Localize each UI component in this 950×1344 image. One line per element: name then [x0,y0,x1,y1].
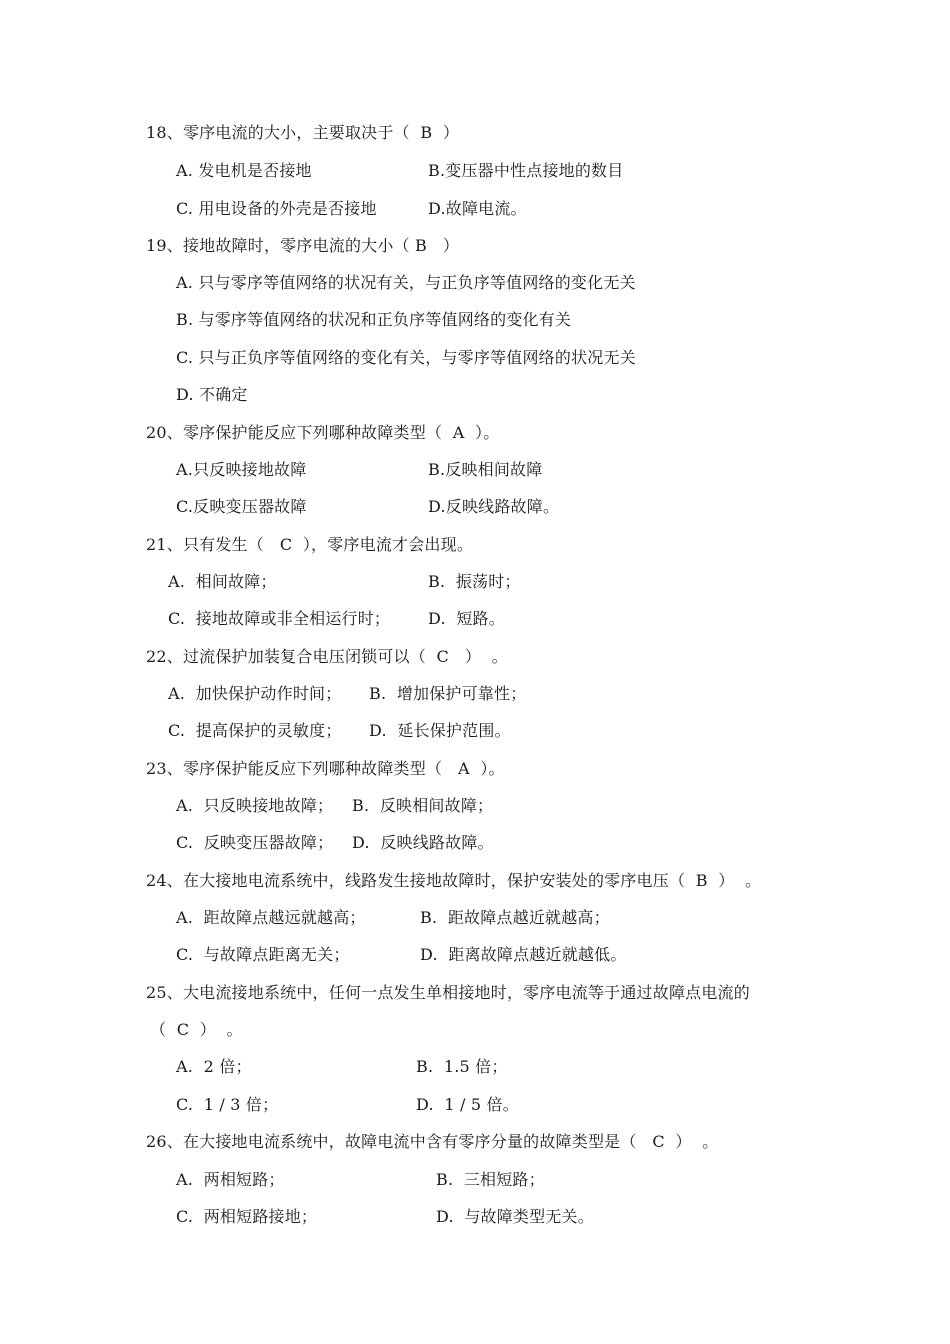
question-20-option-c: C.反映变压器故障 [176,497,307,516]
question-25-option-c: C. 1 / 3 倍； [176,1095,279,1114]
question-21-stem: 21、只有发生（ C ），零序电流才会出现。 [146,535,474,554]
question-18-option-b: B.变压器中性点接地的数目 [428,161,624,180]
question-21-option-d: D. 短路。 [428,609,505,628]
question-19-option-b: B. 与零序等值网络的状况和正负序等值网络的变化有关 [176,310,572,329]
question-24-option-a: A. 距故障点越远就越高； [176,908,366,927]
question-25-stem-continuation: （ C ） 。 [150,1020,243,1039]
question-23-option-c: C. 反映变压器故障； [176,833,334,852]
question-22-option-b: B. 增加保护可靠性； [369,684,527,703]
question-19-option-c: C. 只与正负序等值网络的变化有关，与零序等值网络的状况无关 [176,348,636,367]
question-25-option-a: A. 2 倍； [176,1057,252,1076]
question-23-option-d: D. 反映线路故障。 [352,833,494,852]
question-24-option-d: D. 距离故障点越近就越低。 [420,945,627,964]
question-20-option-b: B.反映相间故障 [428,460,543,479]
question-22-option-d: D. 延长保护范围。 [369,721,511,740]
question-20-option-a: A.只反映接地故障 [176,460,307,479]
question-20-option-d: D.反映线路故障。 [428,497,560,516]
question-21-option-a: A. 相间故障； [168,572,277,591]
question-18-stem: 18、零序电流的大小，主要取决于（ B ） [146,123,460,142]
question-21-option-b: B. 振荡时； [428,572,521,591]
question-20-stem: 20、零序保护能反应下列哪种故障类型（ A ）。 [146,423,500,442]
question-24-option-b: B. 距故障点越近就越高； [420,908,610,927]
question-25-option-d: D. 1 / 5 倍。 [416,1095,519,1114]
question-19-option-a: A. 只与零序等值网络的状况有关，与正负序等值网络的变化无关 [176,273,636,292]
question-25-stem: 25、大电流接地系统中，任何一点发生单相接地时，零序电流等于通过故障点电流的 [146,983,750,1002]
question-18-option-d: D.故障电流。 [428,199,527,218]
question-26-stem: 26、在大接地电流系统中，故障电流中含有零序分量的故障类型是（ C ） 。 [146,1132,719,1151]
question-22-option-a: A. 加快保护动作时间； [168,684,342,703]
question-24-stem: 24、在大接地电流系统中，线路发生接地故障时，保护安装处的零序电压（ B ） 。 [146,871,762,890]
question-21-option-c: C. 接地故障或非全相运行时； [168,609,391,628]
question-26-option-b: B. 三相短路； [436,1170,545,1189]
question-18-option-a: A. 发电机是否接地 [176,161,312,180]
question-24-option-c: C. 与故障点距离无关； [176,945,350,964]
question-25-option-b: B. 1.5 倍； [416,1057,508,1076]
question-22-option-c: C. 提高保护的灵敏度； [168,721,342,740]
question-23-option-a: A. 只反映接地故障； [176,796,334,815]
question-26-option-c: C. 两相短路接地； [176,1207,318,1226]
question-18-option-c: C. 用电设备的外壳是否接地 [176,199,377,218]
question-23-stem: 23、零序保护能反应下列哪种故障类型（ A ）。 [146,759,505,778]
question-19-option-d: D. 不确定 [176,385,248,404]
question-19-stem: 19、接地故障时，零序电流的大小（ B ） [146,236,460,255]
question-22-stem: 22、过流保护加装复合电压闭锁可以（ C ） 。 [146,647,508,666]
question-23-option-b: B. 反映相间故障； [352,796,494,815]
question-26-option-d: D. 与故障类型无关。 [436,1207,594,1226]
question-26-option-a: A. 两相短路； [176,1170,285,1189]
